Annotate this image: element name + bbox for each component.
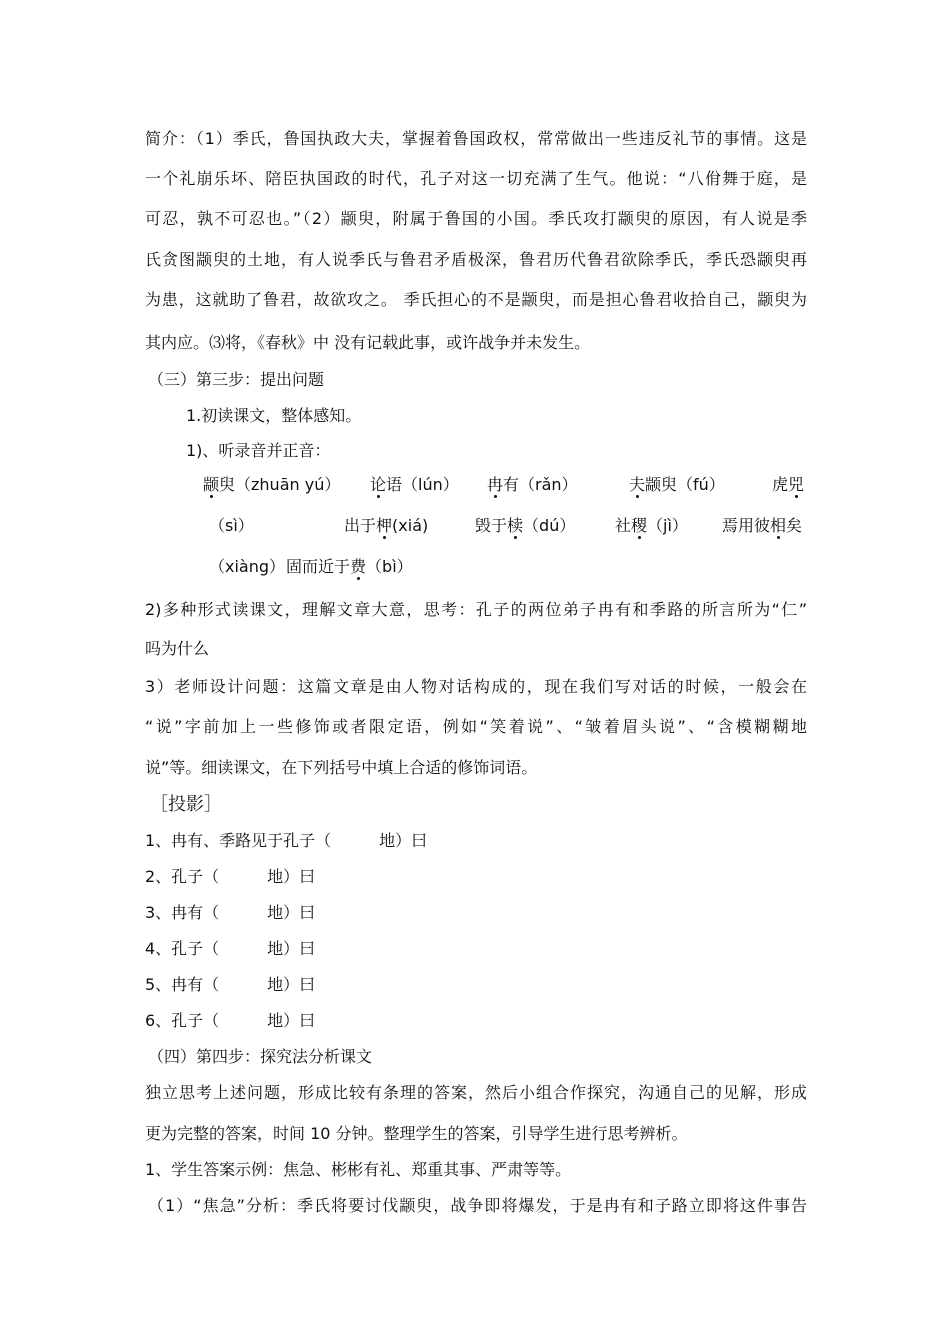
pinyin-ran bbox=[487, 475, 578, 495]
pinyin-rest: 有（rǎn） bbox=[503, 475, 578, 494]
blank-item-3: 3、冉有（ 地）曰 bbox=[145, 903, 316, 922]
item-1-1: 1)、听录音并正音： bbox=[186, 441, 331, 460]
pinyin-dotted-char: 稷 bbox=[631, 516, 648, 535]
pinyin-dotted-char: 论 bbox=[370, 475, 387, 494]
pinyin-xia bbox=[344, 516, 428, 536]
pinyin-rest: (xiá) bbox=[392, 516, 429, 535]
pinyin-dotted-char: 柙 bbox=[376, 516, 393, 535]
pinyin-dotted-char: 夫 bbox=[629, 475, 646, 494]
pinyin-xiang-phrase bbox=[722, 516, 802, 536]
intro-line-6: 其内应。⑶将，《春秋》中 没有记载此事，或许战争并未发生。 bbox=[145, 333, 591, 352]
step4-heading: （四）第四步：探究法分析课文 bbox=[148, 1047, 373, 1066]
step3-heading: （三）第三步：提出问题 bbox=[148, 370, 325, 389]
item-2-line-2: 吗为什么 bbox=[145, 639, 210, 658]
pinyin-lun bbox=[370, 475, 459, 495]
pinyin-zhuanyu bbox=[203, 475, 340, 495]
step4-text-line-2: 更为完整的答案，时间 10 分钟。整理学生的答案，引导学生进行思考辨析。 bbox=[145, 1124, 688, 1143]
projection-label: ［投影］ bbox=[150, 794, 222, 815]
pinyin-plain: 出于 bbox=[344, 516, 377, 535]
pinyin-si: （sì） bbox=[209, 516, 254, 535]
item-3-line-1: 3）老师设计问题：这篇文章是由人物对话构成的，现在我们写对话的时候，一般会在 bbox=[145, 677, 807, 696]
pinyin-rest: 颛臾（fú） bbox=[645, 475, 725, 494]
pinyin-rest: 矣 bbox=[786, 516, 803, 535]
intro-line-1: 简介：（1）季氏，鲁国执政大夫，掌握着鲁国政权，常常做出一些违反礼节的事情。这是 bbox=[145, 129, 807, 148]
answer-example: 1、学生答案示例：焦急、彬彬有礼、郑重其事、严肃等等。 bbox=[145, 1160, 572, 1179]
intro-line-2: 一个礼崩乐坏、陪臣执国政的时代，孔子对这一切充满了生气。他说：“八佾舞于庭，是 bbox=[145, 169, 807, 188]
pinyin-rest: 语（lún） bbox=[386, 475, 459, 494]
pinyin-plain: 社 bbox=[615, 516, 632, 535]
pinyin-plain: 焉用彼 bbox=[722, 516, 771, 535]
blank-item-2: 2、孔子（ 地）曰 bbox=[145, 867, 316, 886]
pinyin-dotted-char: 冉 bbox=[487, 475, 504, 494]
analysis-1: （1）“焦急”分析：季氏将要讨伐颛臾，战争即将爆发，于是冉有和子路立即将这件事告 bbox=[148, 1196, 807, 1215]
pinyin-rest: （bì） bbox=[366, 557, 413, 576]
item-2-line-1: 2)多种形式读课文，理解文章大意，思考：孔子的两位弟子冉有和季路的所言所为“仁” bbox=[145, 600, 807, 619]
step4-text-line-1: 独立思考上述问题，形成比较有条理的答案，然后小组合作探究，沟通自己的见解，形成 bbox=[145, 1083, 807, 1102]
pinyin-ji bbox=[615, 516, 688, 536]
pinyin-husi bbox=[772, 475, 804, 495]
item-3-line-2: “说”字前加上一些修饰或者限定语，例如“笑着说”、“皱着眉头说”、“含模糊糊地 bbox=[145, 717, 807, 736]
blank-item-4: 4、孔子（ 地）曰 bbox=[145, 939, 316, 958]
pinyin-plain: 毁于 bbox=[475, 516, 508, 535]
pinyin-dotted-char: 兕 bbox=[788, 475, 805, 494]
pinyin-rest: 臾（zhuān yú） bbox=[219, 475, 341, 494]
pinyin-xiang: （xiàng） bbox=[209, 557, 286, 576]
pinyin-rest: （dú） bbox=[523, 516, 576, 535]
item-3-line-3: 说”等。细读课文，在下列括号中填上合适的修饰词语。 bbox=[145, 758, 538, 777]
intro-line-4: 氏贪图颛臾的土地，有人说季氏与鲁君矛盾极深，鲁君历代鲁君欲除季氏，季氏恐颛臾再 bbox=[145, 250, 807, 269]
pinyin-plain: 虎 bbox=[772, 475, 789, 494]
pinyin-fu bbox=[629, 475, 725, 495]
pinyin-dotted-char: 相 bbox=[770, 516, 787, 535]
pinyin-rest: （jì） bbox=[647, 516, 688, 535]
item-1: 1.初读课文，整体感知。 bbox=[186, 406, 362, 425]
pinyin-plain: 固而近于 bbox=[286, 557, 351, 576]
intro-line-5: 为患，这就助了鲁君，故欲攻之。 季氏担心的不是颛臾，而是担心鲁君收拾自己，颛臾为 bbox=[145, 290, 807, 309]
blank-item-1: 1、冉有、季路见于孔子（ 地）曰 bbox=[145, 831, 428, 850]
pinyin-dotted-char: 费 bbox=[350, 557, 367, 576]
blank-item-5: 5、冉有（ 地）曰 bbox=[145, 975, 316, 994]
pinyin-dotted-char: 颛 bbox=[203, 475, 220, 494]
pinyin-dotted-char: 椟 bbox=[507, 516, 524, 535]
pinyin-bi bbox=[286, 557, 413, 577]
intro-line-3: 可忍，孰不可忍也。”（2）颛臾，附属于鲁国的小国。季氏攻打颛臾的原因，有人说是季 bbox=[145, 209, 807, 228]
blank-item-6: 6、孔子（ 地）曰 bbox=[145, 1011, 316, 1030]
pinyin-du bbox=[475, 516, 575, 536]
